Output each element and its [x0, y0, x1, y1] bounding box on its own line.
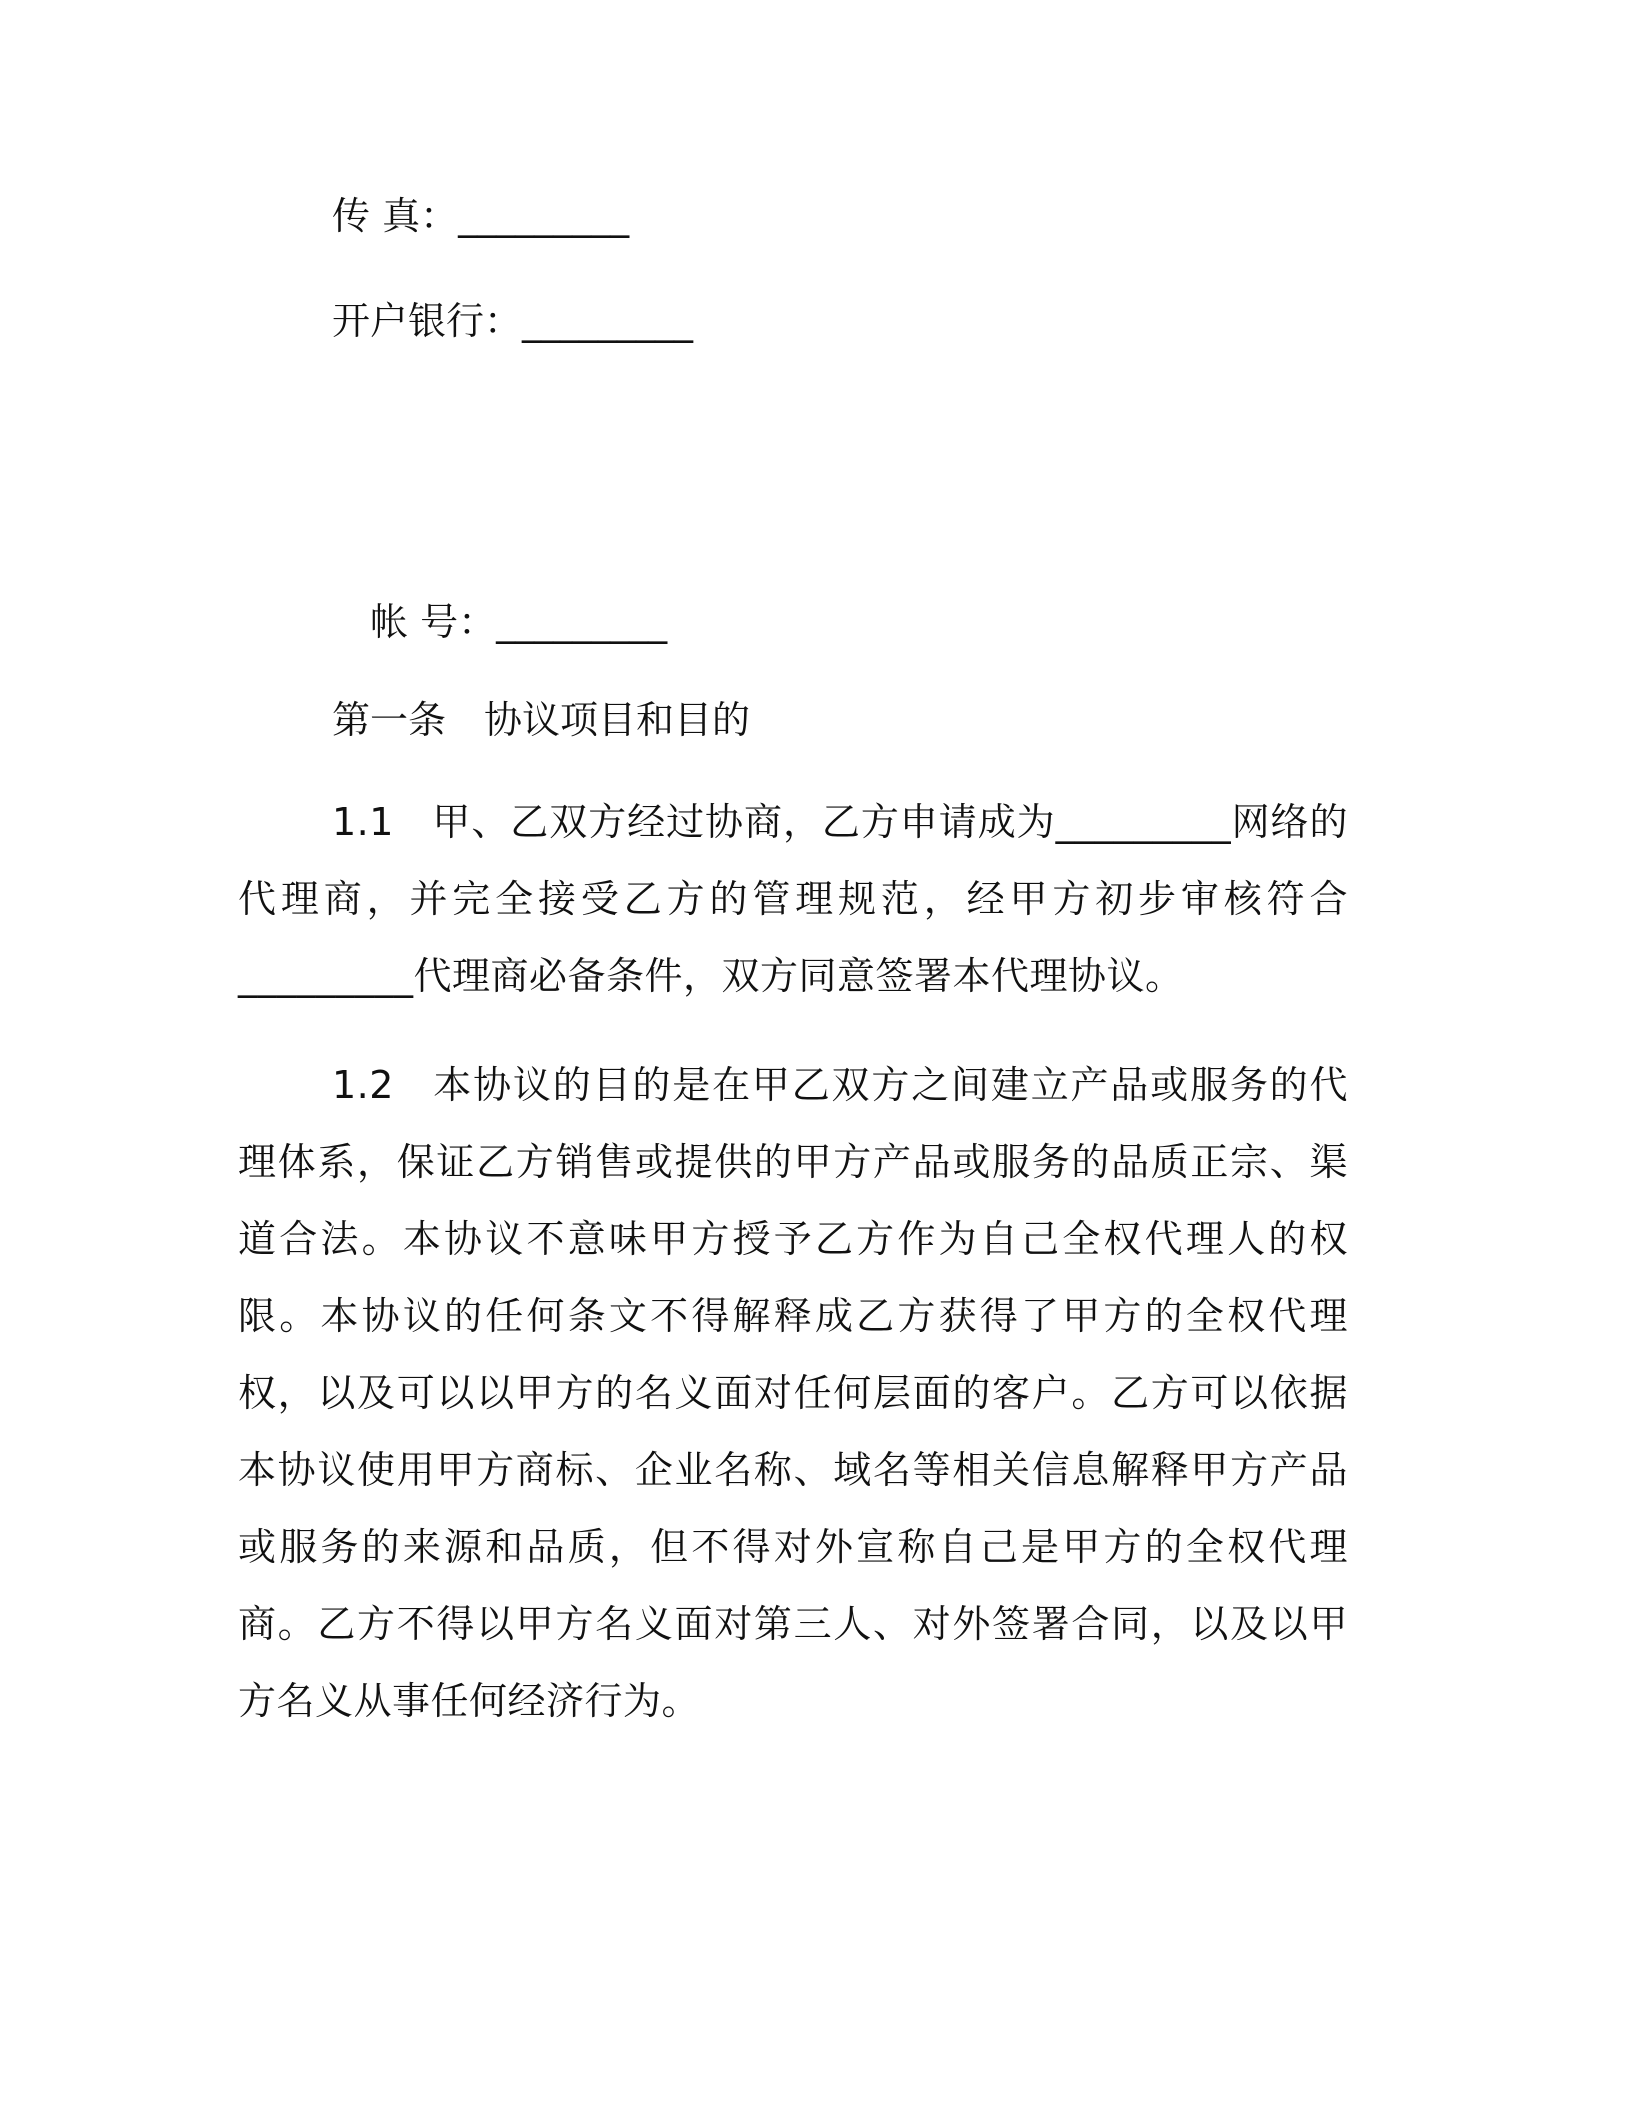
account-label: 帐 号：: [370, 600, 497, 644]
bank-field: [332, 297, 693, 345]
clause-1-1-blank-1: _________: [1055, 800, 1232, 844]
clause-1-1: [238, 784, 1348, 1015]
clause-1-1-blank-2: _________: [238, 954, 414, 998]
clause-1-2-text: 本协议的目的是在甲乙双方之间建立产品或服务的代理体系，保证乙方销售或提供的甲方产品或服务的品质正宗、渠道合法。本协议不意味甲方授予乙方作为自己全权代理人的权限。本协议的任何条文不得解释成乙方获得了甲方的全权代理权，以及可以以甲方的名义面对任何层面的客户。乙方可以依据本协议使用甲方商标、企业名称、域名等相关信息解释甲方产品或服务的来源和品质，但不得对外宣称自己是甲方的全权代理商。乙方不得以甲方名义面对第三人、对外签署合同，以及以甲方名义从事任何经济行为。: [238, 1063, 1348, 1723]
fax-label: 传 真：: [332, 194, 459, 238]
clause-1-1-text-c: 代理商必备条件，双方同意签署本代理协议。: [413, 954, 1184, 998]
clause-1-2-number: 1.2: [332, 1063, 394, 1107]
article-1-heading: [332, 696, 750, 744]
article-number: 第一条: [332, 698, 447, 742]
clause-1-1-text-a: 甲、乙双方经过协商，乙方申请成为: [431, 800, 1056, 844]
clause-1-1-number: 1.1: [332, 800, 394, 844]
account-field: [370, 598, 667, 646]
bank-blank: _________: [522, 299, 694, 343]
clause-1-1-text-b: 网络的代理商，并完全接受乙方的管理规范，经甲方初步审核符合: [238, 800, 1348, 921]
clause-1-2: [238, 1047, 1348, 1740]
account-blank: _________: [496, 600, 668, 644]
fax-field: [332, 192, 629, 240]
bank-label: 开户银行：: [332, 299, 523, 343]
fax-blank: _________: [458, 194, 630, 238]
article-title: 协议项目和目的: [484, 698, 751, 742]
